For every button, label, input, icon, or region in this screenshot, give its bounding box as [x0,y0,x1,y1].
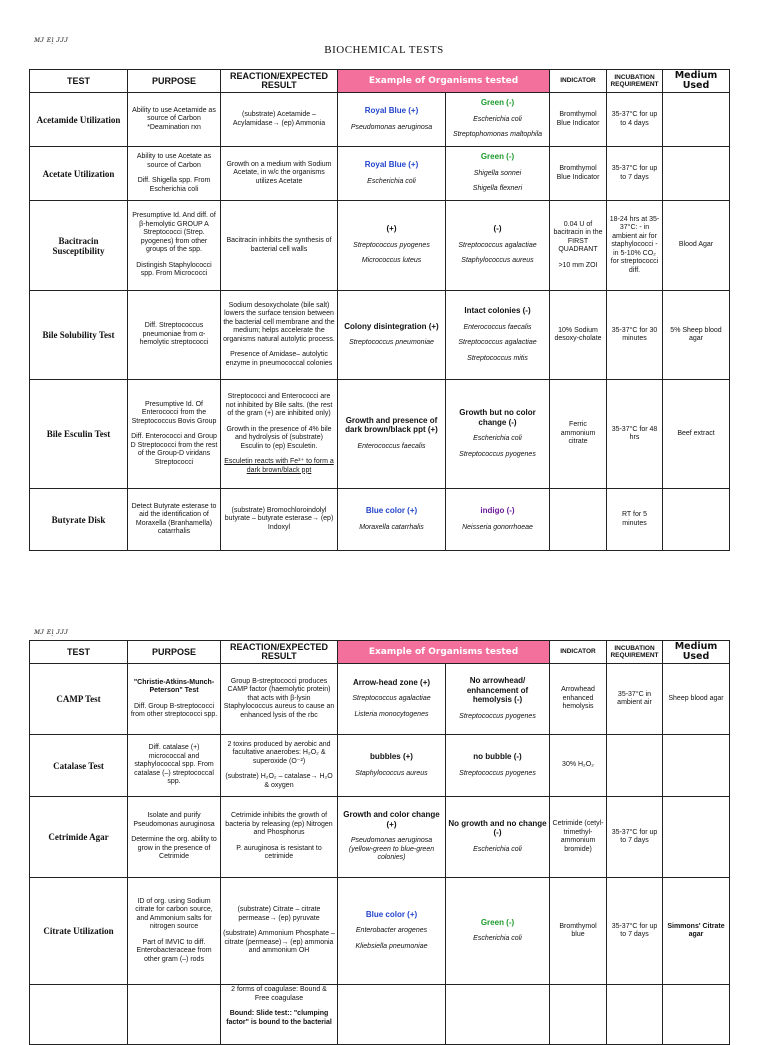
indicator-cell [550,201,607,291]
indicator-cell: Cetrimide (cetyl-trimethyl-ammonium bromide) [550,797,607,878]
purpose-cell: Detect Butyrate esterase to aid the identification of Moraxella (Branhamella) catarrhalis [128,489,221,551]
header-purpose: PURPOSE [128,641,221,664]
negative-example [446,147,550,201]
negative-example [446,797,550,878]
table-row [30,93,730,147]
negative-label: No arrowhead/ enhancement of hemolysis (-) [466,676,529,704]
purpose-text: Determine the org. ability to grow in the presence of Cetrimide [131,836,217,861]
negative-example [446,201,550,291]
negative-example [446,878,550,985]
positive-example [338,878,446,985]
reaction-text: Cetrimide inhibits the growth of bacteria by releasing (ep) Nitrogen and Phosphorus [225,812,333,837]
positive-label: Arrow-head zone (+) [352,677,431,687]
reaction-cell [221,797,338,878]
purpose-cell [128,380,221,489]
incubation-cell [607,985,663,1045]
purpose-cell [128,985,221,1045]
negative-label: No growth and no change (-) [448,818,547,838]
test-name: CAMP Test [30,664,128,735]
negative-organism: Neisseria gonorrhoeae [462,523,533,531]
reaction-cell [221,735,338,797]
indicator-cell: 30% H₂O₂ [550,735,607,797]
table-row [30,201,730,291]
table-row [30,380,730,489]
reaction-cell [221,380,338,489]
reaction-cell: (substrate) Acetamide – Acylamidase→ (ep) Ammonia [221,93,338,147]
test-name: Citrate Utilization [30,878,128,985]
positive-label: Growth and color change (+) [343,810,440,829]
negative-example [446,664,550,735]
positive-organism: Enterococcus faecalis [357,442,426,450]
purpose-cell [128,797,221,878]
medium-cell [663,147,730,201]
medium-cell: 5% Sheep blood agar [663,291,730,380]
positive-organism: Kliebsiella pneumoniae [355,942,428,950]
positive-label: Colony disintegration (+) [344,321,439,331]
indicator-cell: Ferric ammonium citrate [550,380,607,489]
negative-organism: Streptococcus pyogenes [459,712,536,720]
positive-organism: Streptococcus pyogenes [353,241,430,249]
indicator-cell [550,489,607,551]
purpose-cell: Ability to use Acetamide as source of Carbon *Deamination rxn [128,93,221,147]
negative-label: indigo (-) [480,506,515,515]
indicator-cell [550,985,607,1045]
test-name: Catalase Test [30,735,128,797]
negative-organism: Escherichia coli [473,435,522,442]
medium-cell [663,93,730,147]
indicator-cell: Bromthymol Blue Indicator [550,147,607,201]
negative-label: Green (-) [480,917,515,927]
header-purpose: PURPOSE [128,70,221,93]
positive-example [338,797,446,878]
header-row [30,641,730,664]
biochemical-tests-table-2 [29,640,730,1045]
reaction-text: (substrate) Citrate – citrate permease→ (ep) pyruvate [237,906,321,922]
positive-example [338,93,446,147]
reaction-cell [221,291,338,380]
incubation-cell: 35-37°C for up to 7 days [607,878,663,985]
reaction-cell [221,985,338,1045]
medium-cell [663,985,730,1045]
negative-example [446,93,550,147]
header-test: TEST [30,70,128,93]
test-name: Bile Solubility Test [30,291,128,380]
negative-example [446,735,550,797]
positive-example [338,201,446,291]
positive-label: Royal Blue (+) [364,160,419,169]
positive-organism: Staphylococcus aureus [355,769,428,777]
purpose-text: Presumptive Id. Of Enterococci from the Streptococcus Bovis Group [131,400,217,425]
positive-example [338,147,446,201]
medium-cell: Blood Agar [663,201,730,291]
positive-organism: Escherichia coli [367,177,416,185]
positive-label: (+) [386,224,397,234]
negative-label: Intact colonies (-) [464,306,531,315]
positive-organism: Pseudomonas aeruginosa (yellow-green to blue-green colonies) [348,837,435,862]
reaction-text: Growth in the presence of 4% bile and hydrolysis of (substrate) Esculin to (ep) Esculetin. [226,425,332,450]
indicator-cell: Arrowhead enhanced hemolysis [550,664,607,735]
negative-organism: Enterococcus faecalis [463,323,532,331]
negative-organism: Streptophomonas maltophila [452,131,543,139]
medium-cell: Sheep blood agar [663,664,730,735]
header-indicator: INDICATOR [550,641,607,664]
positive-label: Blue color (+) [365,506,418,515]
reaction-text: (substrate) Ammonium Phosphate – citrate (permease)→ (ep) ammonia and ammonium OH [223,930,335,955]
negative-organism: Streptococcus mitis [467,354,528,362]
reaction-cell: (substrate) Bromochloroindolyl butyrate – butyrate esterase→ (ep) Indoxyl [221,489,338,551]
header-medium: Medium Used [663,641,730,664]
purpose-text: "Christie-Atkins-Munch-Peterson" Test [133,678,215,694]
test-name: Bacitracin Susceptibility [30,201,128,291]
negative-example [446,985,550,1045]
table-row [30,147,730,201]
test-name: Acetamide Utilization [30,93,128,147]
indicator-text: >10 mm ZOI [558,261,598,269]
purpose-text: Diff. Group B-streptococci from other streptococci spp. [130,702,218,718]
negative-organism: Streptococcus pyogenes [459,450,536,458]
positive-example [338,735,446,797]
incubation-cell: 35-37°C for up to 7 days [607,147,663,201]
reaction-text: Sodium desoxycholate (bile salt) lowers the surface tension between the bacterial cell membrane and the medium; helps accelerate the organisms natural autolytic process. [223,301,335,343]
header-incubation: INCUBATION REQUIREMENT [607,641,663,664]
biochemical-tests-table-1 [29,69,730,551]
negative-organism: Escherichia coli [473,935,522,942]
page-title: BIOCHEMICAL TESTS [324,44,444,56]
negative-organism: Staphylococcus aureus [461,257,534,265]
negative-label: (-) [493,224,502,234]
positive-organism: Pseudomonas aeruginosa [350,123,433,131]
positive-label: Blue color (+) [365,909,418,919]
negative-label: no bubble (-) [473,752,522,761]
medium-cell: Simmons' Citrate agar [663,878,730,985]
header-incubation: INCUBATION REQUIREMENT [607,70,663,93]
incubation-cell: 35-37°C for up to 7 days [607,797,663,878]
positive-organism: Moraxella catarrhalis [359,523,424,531]
incubation-cell: 35-37°C for up to 4 days [607,93,663,147]
negative-label: Green (-) [480,98,515,108]
reaction-cell: Growth on a medium with Sodium Acetate, in w/c the organisms utilizes Acetate [221,147,338,201]
purpose-text: Part of IMVIC to diff. Enterobacteraceae from other gram (–) rods [136,938,212,963]
medium-cell [663,797,730,878]
incubation-cell: 18-24 hrs at 35-37°C: - in ambient air for staphylococci - in 5-10% CO₂ for streptococci diff. [607,201,663,291]
purpose-text: Diff. Shigella spp. From Escherichia coli [137,177,211,193]
negative-organism: Shigella flexneri [472,185,523,193]
reaction-text: Bound: Slide test:: "clumping factor" is bound to the bacterial [226,1010,332,1026]
purpose-cell [128,664,221,735]
purpose-text: Presumptive Id. And diff. of β-hemolytic GROUP A Streptococci (Strep. pyogenes) from other groups of the spp. [132,212,216,254]
table-row [30,985,730,1045]
header-medium: Medium Used [663,70,730,93]
positive-organism: Enterobacter arogenes [355,927,428,935]
indicator-text: 0.04 U of bacitracin in the FIRST QUADRANT [553,220,603,254]
indicator-cell: Bromthymol blue [550,878,607,985]
negative-label: Growth but no color change (-) [459,408,536,427]
positive-label: Royal Blue (+) [364,106,419,115]
purpose-text: Ability to use Acetate as source of Carbon [136,153,212,169]
purpose-text: Diff. Enterococci and Group D Streptococci from the rest of the Group-D viridans Streptococci [130,433,218,466]
incubation-cell: 35-37°C in ambient air [607,664,663,735]
positive-example [338,664,446,735]
purpose-cell [128,878,221,985]
reaction-text: Esculetin reacts with Fe³⁺ to form a dark brown/black ppt [224,458,334,474]
medium-cell [663,735,730,797]
indicator-cell: 10% Sodium desoxy-cholate [550,291,607,380]
purpose-cell: Diff. Streptococcus pneumoniae from α-hemolytic streptococci [128,291,221,380]
positive-organism: Streptococcus agalactiae [352,695,431,703]
purpose-text: Distingish Staphylococci spp. From Micrococci [136,261,212,278]
purpose-text: ID of org. using Sodium citrate for carbon source, and Ammonium salts for nitrogen source [135,897,213,931]
handwritten-signature: ᴍᴊ ᴇᴉ ᴊᴊᴊ [34,627,69,636]
incubation-cell: RT for 5 minutes [607,489,663,551]
test-name [30,985,128,1045]
positive-label: bubbles (+) [370,752,413,761]
medium-cell: Beef extract [663,380,730,489]
negative-organism: Shigella sonnei [473,169,522,177]
negative-example [446,489,550,551]
negative-organism: Escherichia coli [473,845,522,853]
purpose-text: Isolate and purify Pseudomonas auruginosa [133,812,215,828]
positive-organism: Listeria monocytogenes [354,710,429,718]
header-examples: Example of Organisms tested [338,70,550,93]
purpose-cell [128,201,221,291]
reaction-text: Streptococci and Enterococci are not inhibited by Bile salts. (the rest of the gram (+) are inhibited only) [225,393,333,417]
reaction-text: 2 forms of coagulase: Bound & Free coagulase [231,986,327,1002]
incubation-cell [607,735,663,797]
reaction-cell: Group B-streptococci produces CAMP factor (haemolytic protein) that acts with β-lysin Staphylococcus aureus to cause an enhanced lysis of the rbc [221,664,338,735]
table-row [30,291,730,380]
negative-label: Green (-) [480,152,515,162]
negative-example [446,380,550,489]
medium-cell [663,489,730,551]
table-row [30,489,730,551]
header-examples: Example of Organisms tested [338,641,550,664]
positive-organism: Streptococcus pneumoniae [349,339,434,346]
test-name: Butyrate Disk [30,489,128,551]
header-reaction: REACTION/EXPECTED RESULT [221,641,338,664]
header-test: TEST [30,641,128,664]
indicator-cell: Bromthymol Blue Indicator [550,93,607,147]
positive-example [338,985,446,1045]
positive-organism: Micrococcus luteus [361,257,422,265]
header-reaction: REACTION/EXPECTED RESULT [221,70,338,93]
header-row [30,70,730,93]
test-name: Cetrimide Agar [30,797,128,878]
positive-example [338,380,446,489]
incubation-cell: 35-37°C for 30 minutes [607,291,663,380]
purpose-cell: Diff. catalase (+) micrococcal and staphylococcal spp. From catalase (–) streptococcal spp. [128,735,221,797]
incubation-cell: 35-37°C for 48 hrs [607,380,663,489]
purpose-cell [128,147,221,201]
table-row [30,797,730,878]
reaction-text: P. auruginosa is resistant to cetrimide [236,844,322,861]
reaction-cell [221,878,338,985]
table-row [30,878,730,985]
table-row [30,735,730,797]
handwritten-signature: ᴍᴊ ᴇᴉ ᴊᴊᴊ [34,35,69,44]
positive-example [338,489,446,551]
test-name: Bile Esculin Test [30,380,128,489]
negative-organism: Streptococcus agalactiae [458,241,537,249]
negative-organism: Escherichia coli [473,115,522,123]
reaction-cell: Bacitracin inhibits the synthesis of bacterial cell walls [221,201,338,291]
positive-label: Growth and presence of dark brown/black ppt (+) [345,415,438,435]
positive-example [338,291,446,380]
reaction-text: Presence of Amidase– autolytic enzyme in pneumococcal colonies [225,351,333,367]
negative-example [446,291,550,380]
reaction-text: (substrate) H₂O₂ – catalase→ H₂O & oxygen [225,773,333,789]
reaction-text: 2 toxins produced by aerobic and facultative anaerobes: H₂O₂ & superoxide (O⁻²) [227,740,331,765]
table-row [30,664,730,735]
header-indicator: INDICATOR [550,70,607,93]
negative-organism: Streptococcus pyogenes [459,769,536,777]
test-name: Acetate Utilization [30,147,128,201]
negative-organism: Streptococcus agalactiae [458,339,537,346]
